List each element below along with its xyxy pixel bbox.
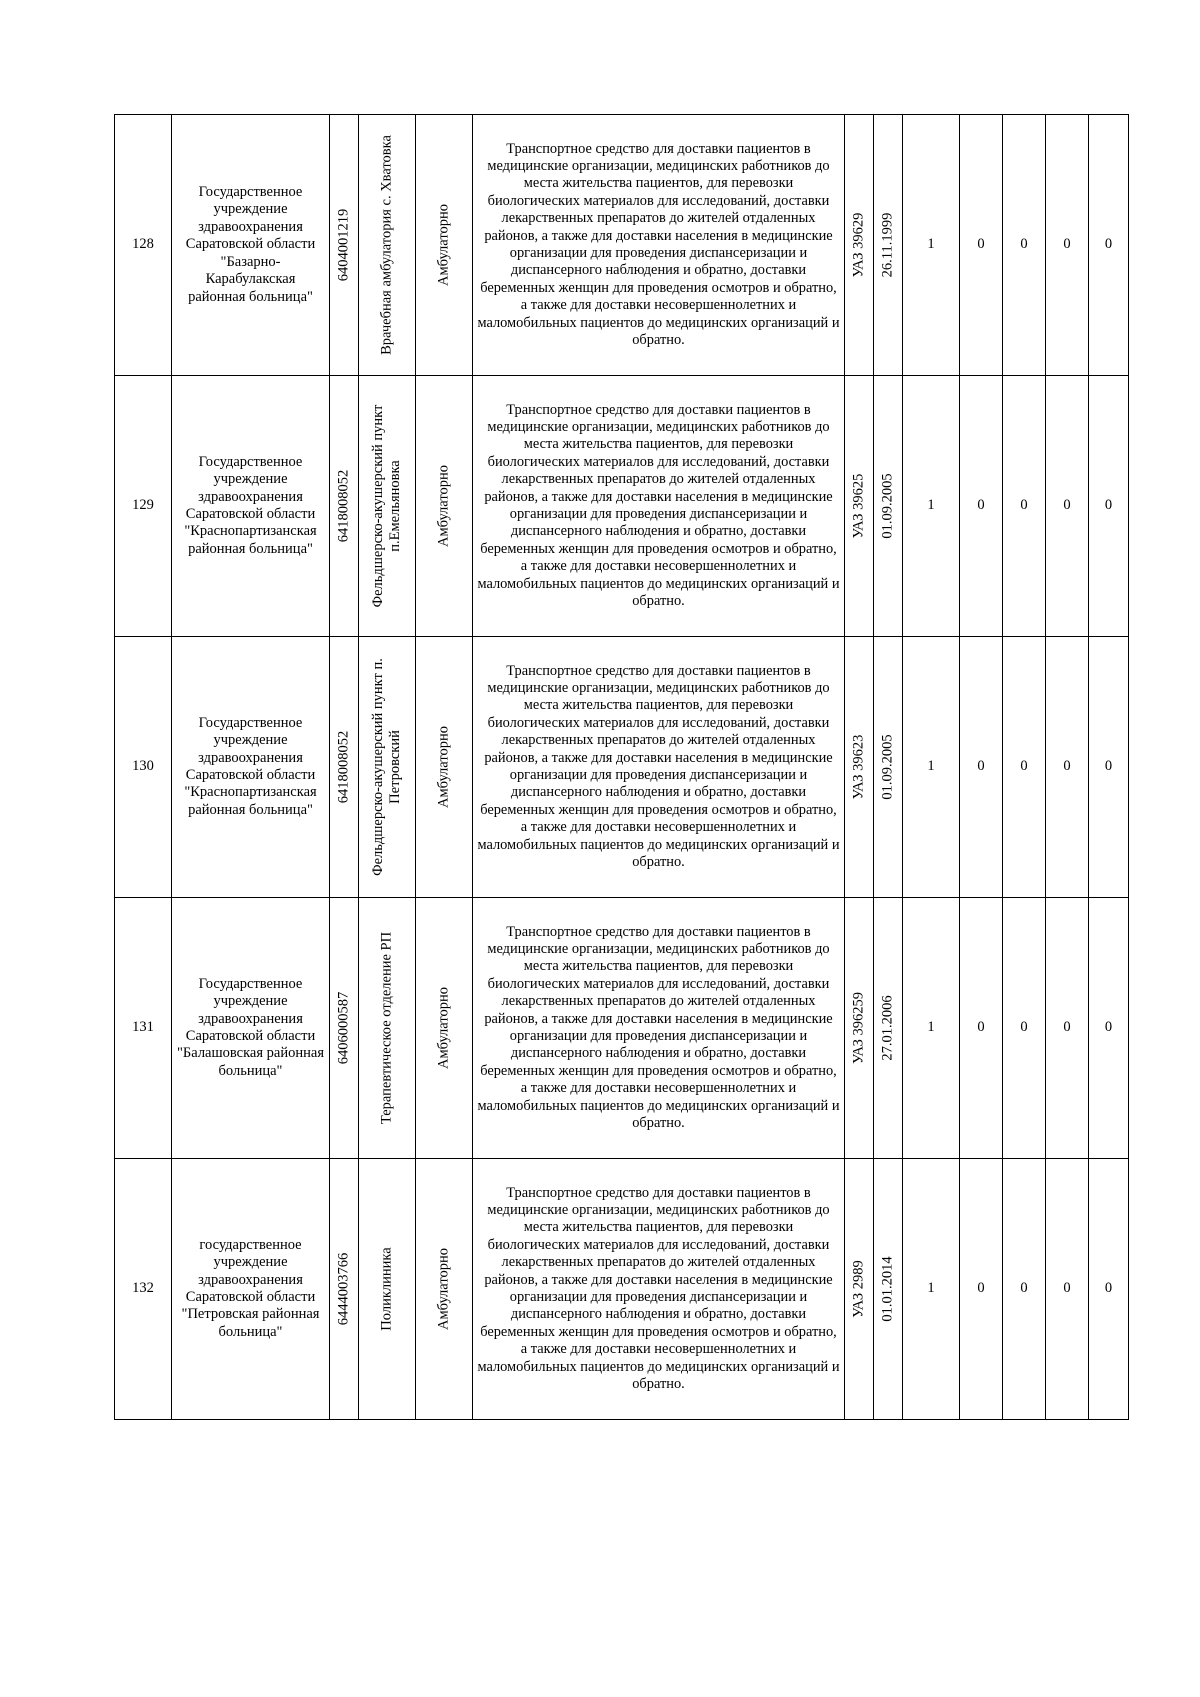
count-cell: 0 xyxy=(1089,376,1129,637)
department-cell-text: Врачебная амбулатория с. Хватовка xyxy=(378,135,395,355)
inn-cell xyxy=(330,898,359,1159)
vehicle-purpose: Транспортное средство для доставки пациентов в медицинские организации, медицинских работников до места жительства пациентов, для перевозки биологических материалов для исследований, доставки лекарственных препаратов до жителей отдаленных районов, а также для доставки населения в медицинские организации для проведения диспансеризации и диспансерного наблюдения и обратно, доставки беременных женщин для проведения осмотров и обратно, а также для доставки несовершеннолетних и маломобильных пациентов до медицинских организаций и обратно. xyxy=(473,376,845,637)
organization-name: Государственное учреждение здравоохранения Саратовской области "Балашовская районная больница" xyxy=(172,898,330,1159)
vehicle-purpose: Транспортное средство для доставки пациентов в медицинские организации, медицинских работников до места жительства пациентов, для перевозки биологических материалов для исследований, доставки лекарственных препаратов до жителей отдаленных районов, а также для доставки населения в медицинские организации для проведения диспансеризации и диспансерного наблюдения и обратно, доставки беременных женщин для проведения осмотров и обратно, а также для доставки несовершеннолетних и маломобильных пациентов до медицинских организаций и обратно. xyxy=(473,637,845,898)
count-cell: 0 xyxy=(1003,1159,1046,1420)
count-cell: 0 xyxy=(1046,1159,1089,1420)
count-cell: 0 xyxy=(1003,115,1046,376)
care-type-cell-text: Амбулаторно xyxy=(435,464,452,548)
department-cell xyxy=(359,376,416,637)
vehicle-date-cell-text: 01.09.2005 xyxy=(879,473,896,539)
document-page xyxy=(114,114,1128,1420)
inn-cell-text: 6418008052 xyxy=(335,730,352,804)
table-row xyxy=(115,115,1129,376)
care-type-cell-text: Амбулаторно xyxy=(435,986,452,1070)
vehicle-date-cell-text: 01.09.2005 xyxy=(879,734,896,800)
row-number: 131 xyxy=(115,898,172,1159)
vehicle-model-cell-text: УАЗ 39623 xyxy=(850,734,867,800)
vehicle-date-cell xyxy=(874,376,903,637)
row-number: 128 xyxy=(115,115,172,376)
inn-cell-text: 6404001219 xyxy=(335,208,352,282)
count-cell: 0 xyxy=(1089,1159,1129,1420)
care-type-cell xyxy=(416,115,473,376)
department-cell xyxy=(359,898,416,1159)
organization-name: Государственное учреждение здравоохранения Саратовской области "Краснопартизанская районная больница" xyxy=(172,376,330,637)
count-cell: 0 xyxy=(1003,898,1046,1159)
vehicle-date-cell xyxy=(874,115,903,376)
table-row xyxy=(115,1159,1129,1420)
count-cell: 0 xyxy=(1003,637,1046,898)
department-cell-text: Поликлиника xyxy=(378,1247,395,1331)
vehicle-model-cell-text: УАЗ 39625 xyxy=(850,473,867,539)
row-number: 130 xyxy=(115,637,172,898)
row-number: 132 xyxy=(115,1159,172,1420)
count-cell: 0 xyxy=(1046,898,1089,1159)
inn-cell-text: 6444003766 xyxy=(335,1252,352,1326)
vehicles-table xyxy=(114,114,1129,1420)
vehicle-model-cell-text: УАЗ 2989 xyxy=(850,1260,867,1318)
vehicle-purpose: Транспортное средство для доставки пациентов в медицинские организации, медицинских работников до места жительства пациентов, для перевозки биологических материалов для исследований, доставки лекарственных препаратов до жителей отдаленных районов, а также для доставки населения в медицинские организации для проведения диспансеризации и диспансерного наблюдения и обратно, доставки беременных женщин для проведения осмотров и обратно, а также для доставки несовершеннолетних и маломобильных пациентов до медицинских организаций и обратно. xyxy=(473,1159,845,1420)
care-type-cell-text: Амбулаторно xyxy=(435,1247,452,1331)
inn-cell-text: 6406000587 xyxy=(335,991,352,1065)
care-type-cell xyxy=(416,376,473,637)
count-cell: 0 xyxy=(960,637,1003,898)
count-cell: 1 xyxy=(903,376,960,637)
count-cell: 1 xyxy=(903,115,960,376)
count-cell: 0 xyxy=(1089,115,1129,376)
inn-cell-text: 6418008052 xyxy=(335,469,352,543)
count-cell: 0 xyxy=(1046,115,1089,376)
care-type-cell-text: Амбулаторно xyxy=(435,203,452,287)
care-type-cell xyxy=(416,898,473,1159)
count-cell: 0 xyxy=(1046,376,1089,637)
department-cell-text: Фельдшерско-акушерский пункт п.Емельяновка xyxy=(370,404,403,608)
vehicle-purpose: Транспортное средство для доставки пациентов в медицинские организации, медицинских работников до места жительства пациентов, для перевозки биологических материалов для исследований, доставки лекарственных препаратов до жителей отдаленных районов, а также для доставки населения в медицинские организации для проведения диспансеризации и диспансерного наблюдения и обратно, доставки беременных женщин для проведения осмотров и обратно, а также для доставки несовершеннолетних и маломобильных пациентов до медицинских организаций и обратно. xyxy=(473,898,845,1159)
table-body xyxy=(115,115,1129,1420)
vehicle-date-cell xyxy=(874,1159,903,1420)
department-cell-text: Терапевтическое отделение РП xyxy=(378,931,395,1125)
department-cell xyxy=(359,1159,416,1420)
count-cell: 0 xyxy=(1089,898,1129,1159)
table-row xyxy=(115,637,1129,898)
inn-cell xyxy=(330,376,359,637)
vehicle-model-cell xyxy=(845,1159,874,1420)
count-cell: 0 xyxy=(1046,637,1089,898)
count-cell: 0 xyxy=(960,1159,1003,1420)
care-type-cell xyxy=(416,637,473,898)
count-cell: 0 xyxy=(1089,637,1129,898)
vehicle-model-cell xyxy=(845,637,874,898)
vehicle-date-cell xyxy=(874,898,903,1159)
vehicle-model-cell-text: УАЗ 39629 xyxy=(850,212,867,278)
department-cell-text: Фельдшерско-акушерский пункт п. Петровский xyxy=(370,658,403,876)
row-number: 129 xyxy=(115,376,172,637)
table-row xyxy=(115,376,1129,637)
organization-name: государственное учреждение здравоохранения Саратовской области "Петровская районная больница" xyxy=(172,1159,330,1420)
inn-cell xyxy=(330,1159,359,1420)
organization-name: Государственное учреждение здравоохранения Саратовской области "Краснопартизанская районная больница" xyxy=(172,637,330,898)
count-cell: 1 xyxy=(903,637,960,898)
vehicle-date-cell xyxy=(874,637,903,898)
vehicle-purpose: Транспортное средство для доставки пациентов в медицинские организации, медицинских работников до места жительства пациентов, для перевозки биологических материалов для исследований, доставки лекарственных препаратов до жителей отдаленных районов, а также для доставки населения в медицинские организации для проведения диспансеризации и диспансерного наблюдения и обратно, доставки беременных женщин для проведения осмотров и обратно, а также для доставки несовершеннолетних и маломобильных пациентов до медицинских организаций и обратно. xyxy=(473,115,845,376)
inn-cell xyxy=(330,637,359,898)
department-cell xyxy=(359,637,416,898)
count-cell: 0 xyxy=(960,898,1003,1159)
department-cell xyxy=(359,115,416,376)
vehicle-model-cell xyxy=(845,898,874,1159)
vehicle-date-cell-text: 27.01.2006 xyxy=(879,995,896,1061)
care-type-cell-text: Амбулаторно xyxy=(435,725,452,809)
organization-name: Государственное учреждение здравоохранения Саратовской области "Базарно-Карабулакская районная больница" xyxy=(172,115,330,376)
count-cell: 1 xyxy=(903,898,960,1159)
table-row xyxy=(115,898,1129,1159)
count-cell: 0 xyxy=(960,376,1003,637)
count-cell: 0 xyxy=(960,115,1003,376)
care-type-cell xyxy=(416,1159,473,1420)
vehicle-model-cell xyxy=(845,115,874,376)
count-cell: 1 xyxy=(903,1159,960,1420)
vehicle-date-cell-text: 01.01.2014 xyxy=(879,1256,896,1322)
vehicle-model-cell xyxy=(845,376,874,637)
vehicle-model-cell-text: УАЗ 396259 xyxy=(850,992,867,1064)
vehicle-date-cell-text: 26.11.1999 xyxy=(879,212,896,278)
inn-cell xyxy=(330,115,359,376)
count-cell: 0 xyxy=(1003,376,1046,637)
